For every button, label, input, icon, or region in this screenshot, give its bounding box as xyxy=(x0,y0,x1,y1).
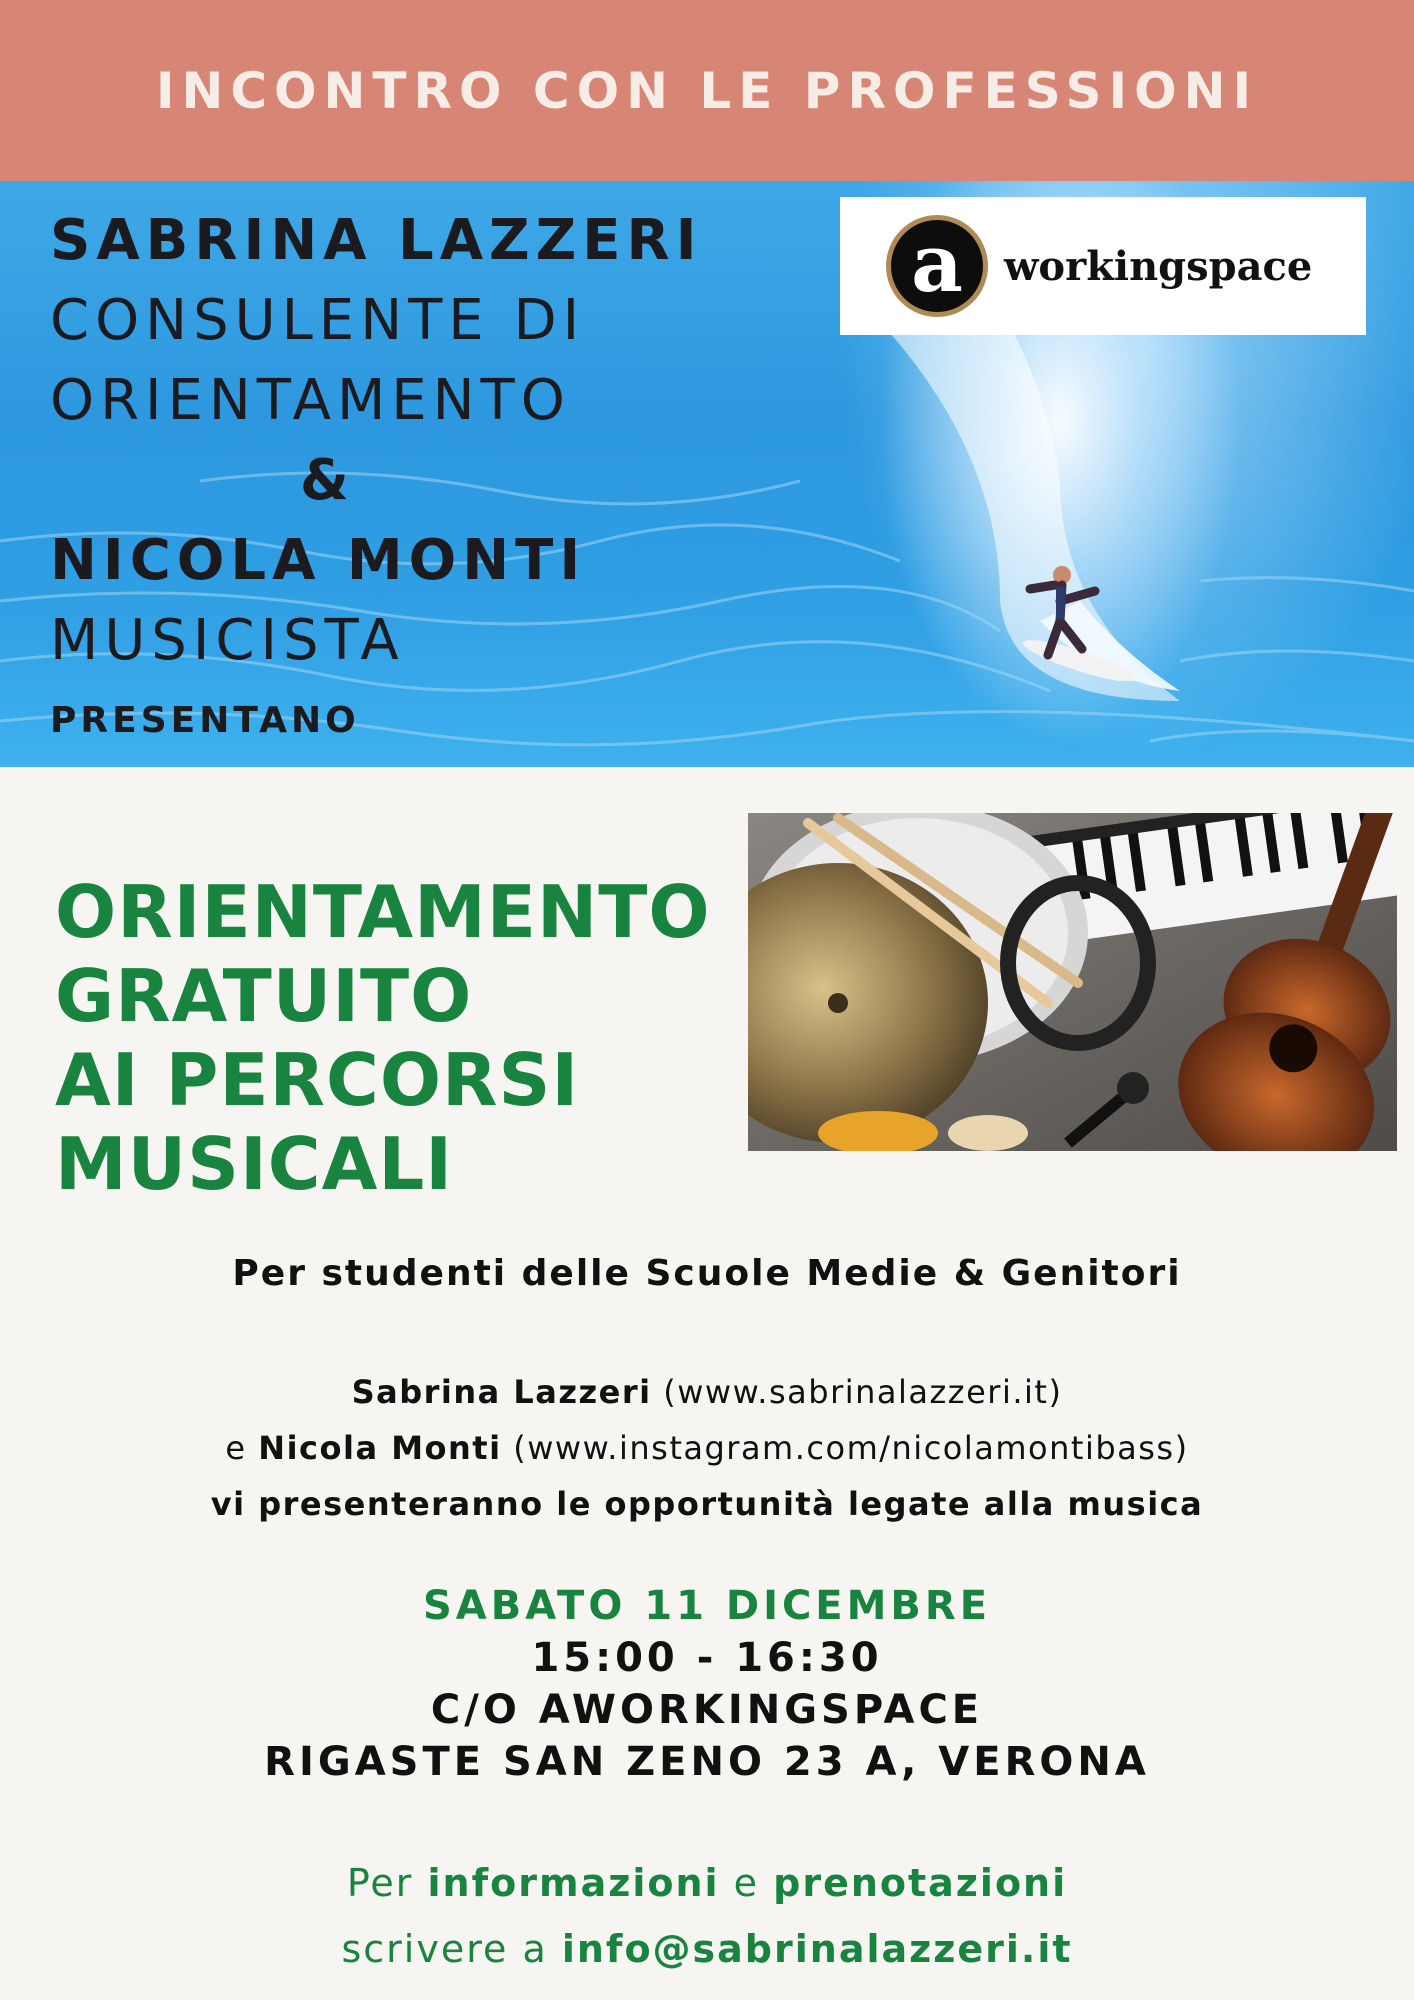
presentano-label: PRESENTANO xyxy=(50,700,360,741)
ampersand: & xyxy=(300,448,355,513)
event-address: RIGASTE SAN ZENO 23 A, VERONA xyxy=(264,1739,1150,1785)
event-venue: C/O AWORKINGSPACE xyxy=(430,1687,984,1733)
presenters-description xyxy=(0,1364,1414,1532)
presenter-line-3 xyxy=(0,1476,1414,1532)
aworkingspace-logo xyxy=(840,197,1366,335)
svg-text:a: a xyxy=(911,216,963,310)
contact-info xyxy=(0,1850,1414,1982)
headline-line-1: ORIENTAMENTO xyxy=(55,870,711,954)
connector-text: e xyxy=(225,1429,247,1467)
hero-text xyxy=(50,201,702,751)
contact-write: scrivere a xyxy=(341,1927,548,1971)
presenter-2-name: Nicola Monti xyxy=(258,1429,502,1467)
logo-a-icon xyxy=(884,213,990,319)
opportunities-text: vi presenteranno le opportunità legate alla musica xyxy=(210,1485,1204,1523)
contact-line-2 xyxy=(0,1916,1414,1982)
presenter-1-name: Sabrina Lazzeri xyxy=(351,1373,652,1411)
presenter-role-1b: ORIENTAMENTO xyxy=(50,368,571,433)
presenter-role-2: MUSICISTA xyxy=(50,608,405,673)
banner-title: INCONTRO CON LE PROFESSIONI xyxy=(155,61,1259,120)
headline xyxy=(55,870,711,1206)
contact-booking-word: prenotazioni xyxy=(773,1861,1068,1905)
presenter-name-2: NICOLA MONTI xyxy=(50,528,587,593)
audience-text: Per studenti delle Scuole Medie & Genitori xyxy=(232,1253,1182,1294)
event-details xyxy=(0,1580,1414,1788)
surfer-icon xyxy=(1000,561,1140,681)
presenter-1-site: (www.sabrinalazzeri.it) xyxy=(663,1373,1063,1411)
headline-line-3: AI PERCORSI xyxy=(55,1038,580,1122)
event-time: 15:00 - 16:30 xyxy=(531,1635,883,1681)
headline-line-2: GRATUITO xyxy=(55,954,473,1038)
presenter-role-1a: CONSULENTE DI xyxy=(50,288,586,353)
contact-e: e xyxy=(733,1861,760,1905)
presenter-line-2 xyxy=(0,1420,1414,1476)
logo-wordmark: workingspace xyxy=(1004,242,1313,290)
presenter-line-1 xyxy=(0,1364,1414,1420)
hero-surf-image xyxy=(0,181,1414,767)
top-banner xyxy=(0,0,1414,181)
presenter-2-site: (www.instagram.com/nicolamontibass) xyxy=(513,1429,1189,1467)
headline-line-4: MUSICALI xyxy=(55,1122,453,1206)
contact-line-1 xyxy=(0,1850,1414,1916)
contact-email[interactable]: info@sabrinalazzeri.it xyxy=(561,1927,1073,1971)
instruments-photo xyxy=(748,813,1397,1151)
contact-info-word: informazioni xyxy=(427,1861,720,1905)
contact-per: Per xyxy=(346,1861,414,1905)
presenter-name-1: SABRINA LAZZERI xyxy=(50,208,703,273)
event-date: SABATO 11 DICEMBRE xyxy=(422,1583,992,1629)
